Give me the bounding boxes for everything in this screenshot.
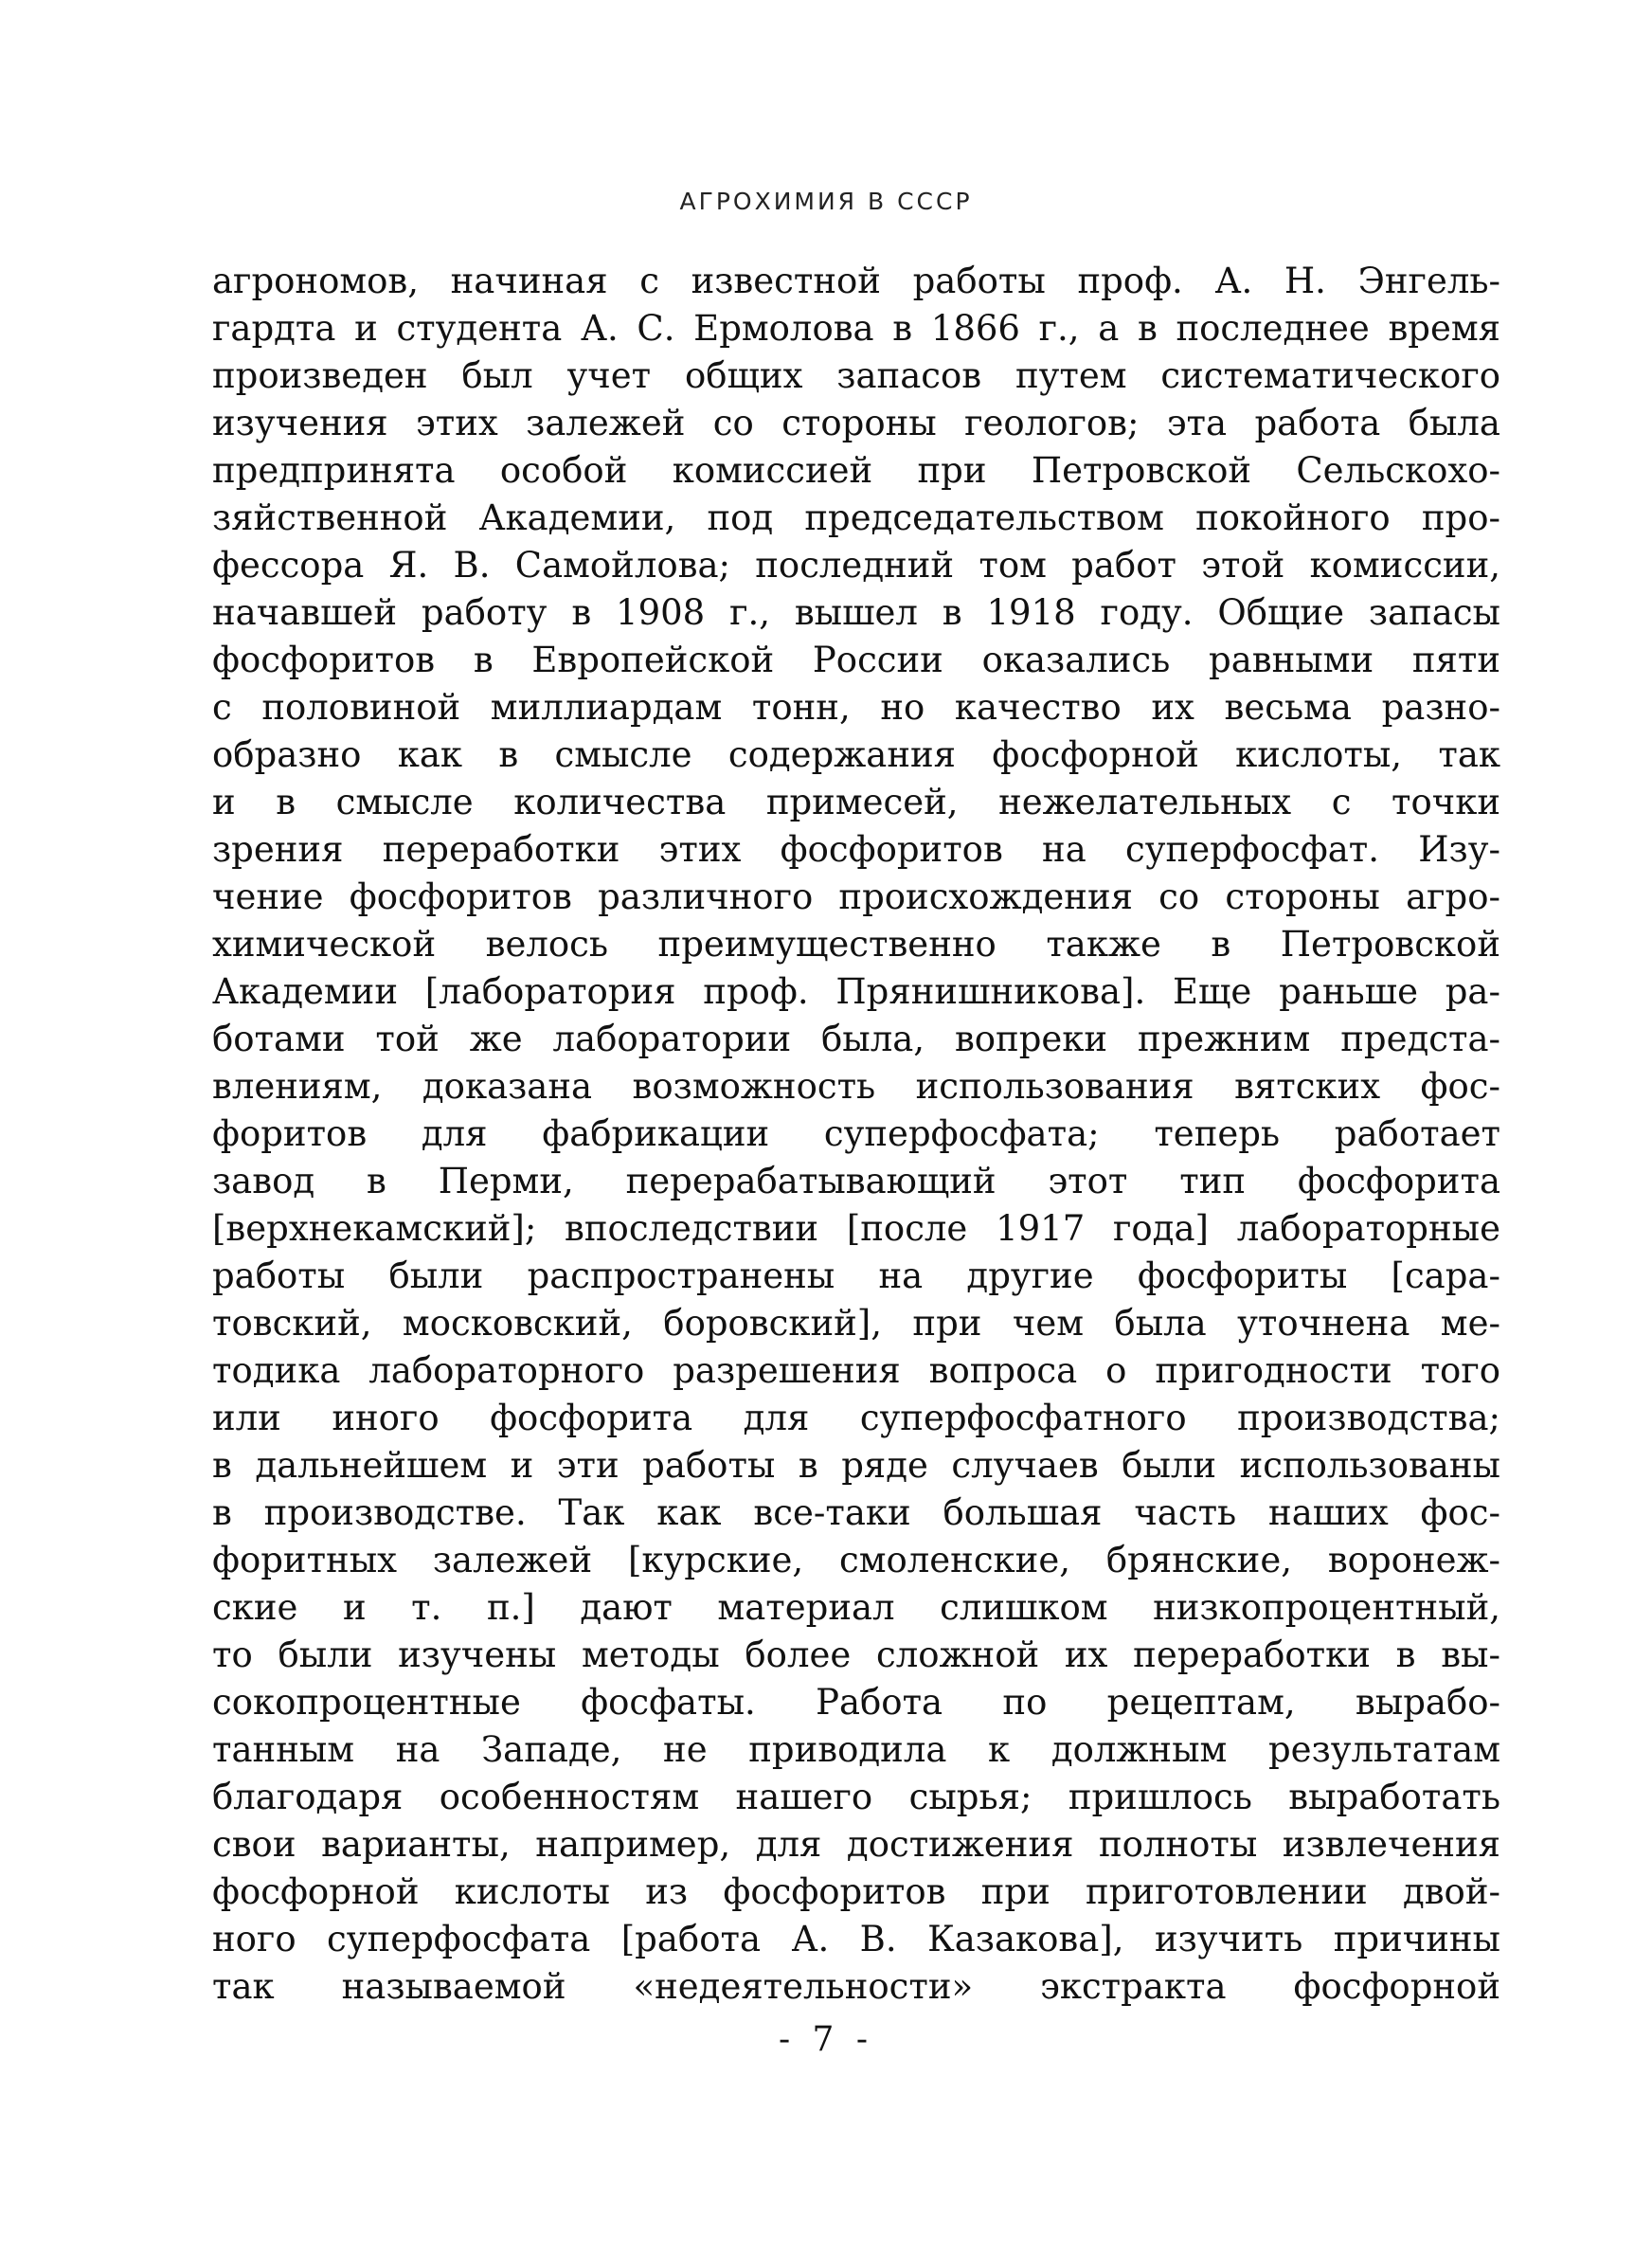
text-line: ские и т. п.] дают материал слишком низкопроцентный, [212, 1587, 1500, 1628]
text-line: товский, московский, боровский], при чем была уточнена ме- [212, 1303, 1500, 1344]
text-line: образно как в смысле содержания фосфорной кислоты, так [212, 734, 1500, 775]
text-line: в производстве. Так как все-таки большая часть наших фос- [212, 1492, 1500, 1533]
text-line: начавшей работу в 1908 г., вышел в 1918 году. Общие запасы [212, 592, 1500, 633]
text-line: изучения этих залежей со стороны геологов; эта работа была [212, 403, 1500, 443]
text-line: так называемой «недеятельности» экстракта фосфорной [212, 1966, 1500, 2007]
text-line: агрономов, начиная с известной работы проф. А. Н. Энгель- [212, 261, 1500, 301]
text-line: и в смысле количества примесей, нежелательных с точки [212, 782, 1500, 822]
text-line: работы были распространены на другие фосфориты [сара- [212, 1255, 1500, 1296]
text-line: тодика лабораторного разрешения вопроса о пригодности того [212, 1350, 1500, 1391]
text-line: чение фосфоритов различного происхождения со стороны агро- [212, 876, 1500, 917]
text-line: Академии [лаборатория проф. Прянишникова]. Еще раньше ра- [212, 971, 1500, 1012]
text-line: свои варианты, например, для достижения полноты извлечения [212, 1824, 1500, 1865]
page-number: - 7 - [778, 2020, 874, 2059]
text-line: ботами той же лаборатории была, вопреки прежним предста- [212, 1019, 1500, 1059]
body-text [212, 258, 1500, 2011]
text-line: гардта и студента А. С. Ермолова в 1866 г., а в последнее время [212, 308, 1500, 349]
running-title: АГРОХИМИЯ В СССР [679, 188, 973, 215]
text-line: благодаря особенностям нашего сырья; пришлось выработать [212, 1777, 1500, 1817]
text-line: с половиной миллиардам тонн, но качество их весьма разно- [212, 687, 1500, 728]
text-line: фосфорной кислоты из фосфоритов при приготовлении двой- [212, 1871, 1500, 1912]
text-line: форитов для фабрикации суперфосфата; теперь работает [212, 1113, 1500, 1154]
text-line: влениям, доказана возможность использования вятских фос- [212, 1066, 1500, 1107]
text-line: [верхнекамский]; впоследствии [после 1917 года] лабораторные [212, 1208, 1500, 1249]
text-line: танным на Западе, не приводила к должным результатам [212, 1729, 1500, 1770]
text-line: фессора Я. В. Самойлова; последний том работ этой комиссии, [212, 545, 1500, 586]
text-line: фосфоритов в Европейской России оказались равными пяти [212, 640, 1500, 680]
text-line: зяйственной Академии, под председательством покойного про- [212, 497, 1500, 538]
text-line: или иного фосфорита для суперфосфатного производства; [212, 1398, 1500, 1438]
text-line: сокопроцентные фосфаты. Работа по рецептам, вырабо- [212, 1682, 1500, 1723]
text-line: завод в Перми, перерабатывающий этот тип фосфорита [212, 1161, 1500, 1201]
text-line: то были изучены методы более сложной их переработки в вы- [212, 1634, 1500, 1675]
text-line: химической велось преимущественно также в Петровской [212, 924, 1500, 965]
text-line: произведен был учет общих запасов путем систематического [212, 355, 1500, 396]
text-line: форитных залежей [курские, смоленские, брянские, воронеж- [212, 1540, 1500, 1580]
text-line: в дальнейшем и эти работы в ряде случаев были использованы [212, 1445, 1500, 1486]
text-line: ного суперфосфата [работа А. В. Казакова], изучить причины [212, 1919, 1500, 1959]
text-line: предпринята особой комиссией при Петровской Сельскохо- [212, 450, 1500, 491]
text-line: зрения переработки этих фосфоритов на суперфосфат. Изу- [212, 829, 1500, 870]
